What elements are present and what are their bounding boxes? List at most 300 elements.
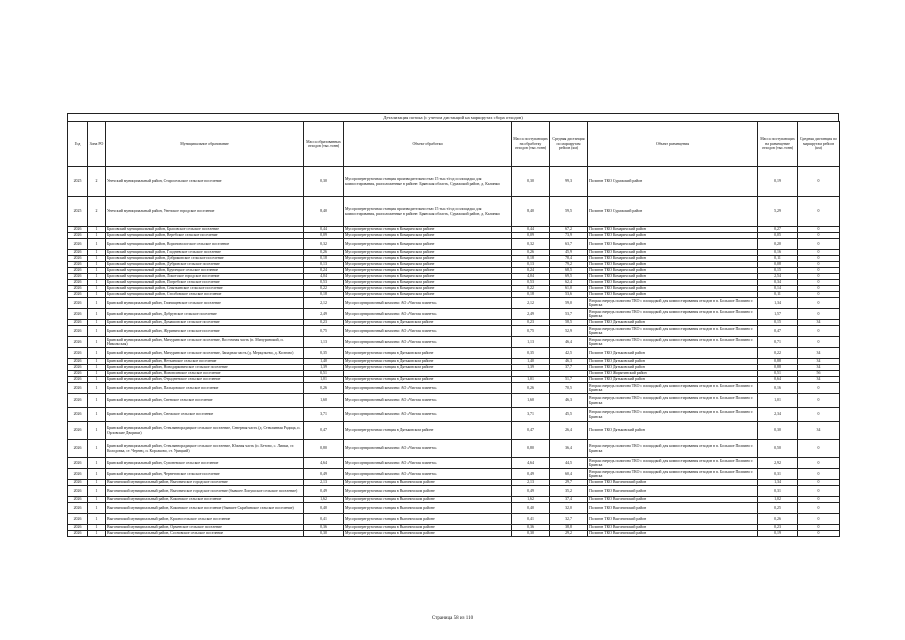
cell-municipality: Брасовский муниципальный район, Веребское сельское поселение [106, 233, 304, 239]
cell-year: 2026 [68, 227, 88, 233]
table-row [68, 348, 840, 359]
cell-distance-processing: 70,5 [550, 383, 588, 394]
cell-mass-to-processing: 0,09 [512, 233, 550, 239]
cell-distance-processing: 51,7 [550, 377, 588, 383]
cell-mass-generated: 0,23 [304, 320, 344, 326]
cell-municipality: Выгоничский муниципальный район, Орменское сельское поселение [106, 525, 304, 531]
cell-mass-to-processing: 0,22 [512, 286, 550, 292]
cell-distance-disposal: 0 [798, 262, 840, 268]
cell-mass-to-processing: 0,53 [512, 280, 550, 286]
cell-mass-generated: 1,13 [304, 337, 344, 348]
cell-processing-object: Мусороперегрузочная станция в Комаричском районе [344, 268, 512, 274]
cell-mass-to-disposal: 0,88 [758, 365, 798, 371]
cell-distance-disposal: 0 [798, 292, 840, 298]
cell-mass-generated: 2,49 [304, 309, 344, 320]
cell-disposal-object: Полигон ТКО Комаричский район [588, 286, 758, 292]
cell-municipality: Брасовский муниципальный район, Добриковское сельское поселение [106, 256, 304, 262]
cell-mass-to-disposal: 0,26 [758, 514, 798, 525]
header-processing-object: Объект обработки [344, 122, 512, 167]
cell-disposal-object: Вторая очередь полигона ТКО с площадкой для компостирования отходов в п. Большое Полпино г. Брянска [588, 326, 758, 337]
cell-mass-generated: 3,71 [304, 408, 344, 422]
cell-zone: 1 [88, 239, 106, 250]
cell-mass-to-disposal: 0,64 [758, 377, 798, 383]
cell-municipality: Выгоничский муниципальный район, Сосновское сельское поселение [106, 531, 304, 537]
cell-processing-object: Мусороперегрузочная станция в Комаричском районе [344, 233, 512, 239]
cell-mass-to-processing: 0,24 [512, 268, 550, 274]
cell-distance-disposal: 34 [798, 359, 840, 365]
cell-zone: 1 [88, 309, 106, 320]
cell-disposal-object: Вторая очередь полигона ТКО с площадкой для компостирования отходов в п. Большое Полпино г. Брянска [588, 298, 758, 309]
cell-mass-generated: 0,35 [304, 348, 344, 359]
cell-municipality: Выгоничский муниципальный район, Кокинское сельское поселение [106, 497, 304, 503]
cell-year: 2026 [68, 440, 88, 458]
cell-year: 2026 [68, 497, 88, 503]
cell-municipality: Брасовский муниципальный район, Вороновологское сельское поселение [106, 239, 304, 250]
cell-processing-object: Мусороперегрузочная станция в Дятьковском районе [344, 359, 512, 365]
cell-processing-object: Мусороперегрузочная станция в Комаричском районе [344, 286, 512, 292]
cell-mass-to-disposal: 0,51 [758, 371, 798, 377]
cell-disposal-object: Полигон ТКО Выгоничский район [588, 486, 758, 497]
cell-disposal-object: Полигон ТКО Дятьковский район [588, 365, 758, 371]
cell-mass-generated: 4,64 [304, 458, 344, 469]
cell-mass-to-processing: 4,64 [512, 458, 550, 469]
header-year: Год [68, 122, 88, 167]
cell-municipality: Брянский муниципальный район, Стекляннорадицкое сельское поселение, Северная часть (д. Стеклянная Радица, п. Орловские Дворики) [106, 422, 304, 440]
cell-distance-processing: 79,2 [550, 262, 588, 268]
cell-distance-processing: 53,6 [550, 292, 588, 298]
cell-mass-to-disposal: 0,23 [758, 525, 798, 531]
cell-distance-disposal: 0 [798, 197, 840, 227]
cell-mass-to-disposal: 0,88 [758, 359, 798, 365]
cell-year: 2026 [68, 298, 88, 309]
document-sheet [67, 113, 839, 537]
cell-distance-processing: 67,2 [550, 227, 588, 233]
cell-zone: 1 [88, 408, 106, 422]
cell-processing-object: Мусороперегрузочная станция в Дятьковском районе [344, 377, 512, 383]
cell-distance-disposal: 34 [798, 365, 840, 371]
cell-mass-to-disposal: 0,15 [758, 320, 798, 326]
cell-zone: 1 [88, 348, 106, 359]
cell-mass-generated: 0,36 [304, 525, 344, 531]
table-row [68, 309, 840, 320]
cell-distance-disposal: 34 [798, 377, 840, 383]
cell-year: 2026 [68, 309, 88, 320]
table-row [68, 458, 840, 469]
cell-year: 2026 [68, 292, 88, 298]
table-row [68, 469, 840, 480]
table-row [68, 486, 840, 497]
cell-disposal-object: Полигон ТКО Дятьковский район [588, 422, 758, 440]
cell-municipality: Выгоничский муниципальный район, Выгоничское городское поселение [106, 480, 304, 486]
cell-processing-object: Мусоросортировочный комплекс АО «Чистая планета» [344, 440, 512, 458]
cell-mass-to-processing: 0,49 [512, 469, 550, 480]
cell-processing-object: Мусороперегрузочная станция в Комаричском районе [344, 250, 512, 256]
table-row [68, 422, 840, 440]
cell-distance-processing: 52,9 [550, 326, 588, 337]
cell-processing-object: Мусороперегрузочная станция в Выгоничском районе [344, 503, 512, 514]
table-row [68, 298, 840, 309]
cell-mass-generated: 1,40 [304, 359, 344, 365]
cell-zone: 1 [88, 503, 106, 514]
cell-distance-disposal: 0 [798, 469, 840, 480]
cell-processing-object: Мусороперегрузочная станция в Комаричском районе [344, 292, 512, 298]
cell-municipality: Унечский муниципальный район, Унечское городское поселение [106, 197, 304, 227]
cell-zone: 1 [88, 497, 106, 503]
cell-distance-disposal: 0 [798, 233, 840, 239]
cell-mass-to-processing: 1,40 [512, 359, 550, 365]
cell-mass-generated: 1,01 [304, 377, 344, 383]
header-zone: Зона РО [88, 122, 106, 167]
cell-distance-disposal: 0 [798, 268, 840, 274]
cell-zone: 1 [88, 337, 106, 348]
cell-zone: 1 [88, 227, 106, 233]
cell-mass-generated: 0,30 [304, 167, 344, 197]
cell-mass-to-disposal: 0,71 [758, 337, 798, 348]
cell-processing-object: Мусороперегрузочная станция в Дятьковском районе [344, 365, 512, 371]
cell-distance-disposal: 0 [798, 525, 840, 531]
cell-mass-to-disposal: 5,29 [758, 197, 798, 227]
cell-distance-processing: 61,0 [550, 286, 588, 292]
cell-distance-processing: 32,0 [550, 503, 588, 514]
cell-disposal-object: Полигон ТКО Комаричский район [588, 233, 758, 239]
cell-mass-generated: 0,49 [304, 486, 344, 497]
cell-mass-to-processing: 0,26 [512, 250, 550, 256]
cell-disposal-object: Полигон ТКО Суражский район [588, 167, 758, 197]
cell-processing-object: Мусоросортировочный комплекс АО «Чистая планета» [344, 337, 512, 348]
cell-processing-object: Мусороперегрузочная станция в Выгоничском районе [344, 480, 512, 486]
cell-year: 2026 [68, 486, 88, 497]
cell-year: 2026 [68, 514, 88, 525]
cell-distance-disposal: 0 [798, 250, 840, 256]
cell-mass-to-processing: 8,40 [512, 197, 550, 227]
cell-mass-to-disposal: 1,01 [758, 394, 798, 408]
cell-zone: 1 [88, 514, 106, 525]
cell-zone: 1 [88, 531, 106, 537]
cell-disposal-object: Полигон ТКО Суражский район [588, 197, 758, 227]
cell-distance-processing: 99,3 [550, 167, 588, 197]
cell-mass-to-disposal: 0,14 [758, 286, 798, 292]
cell-distance-processing: 68,5 [550, 268, 588, 274]
cell-mass-generated: 2,12 [304, 298, 344, 309]
cell-processing-object: Мусороперегрузочная станция в Выгоничском районе [344, 497, 512, 503]
cell-mass-to-processing: 2,12 [512, 298, 550, 309]
cell-year: 2026 [68, 394, 88, 408]
cell-distance-disposal: 0 [798, 227, 840, 233]
table-row [68, 383, 840, 394]
cell-distance-processing: 29,2 [550, 531, 588, 537]
cell-processing-object: Мусороперегрузочная станция в Комаричском районе [344, 280, 512, 286]
cell-municipality: Брасовский муниципальный район, Глодневское сельское поселение [106, 250, 304, 256]
cell-distance-disposal: 0 [798, 274, 840, 280]
cell-disposal-object: Полигон ТКО Комаричский район [588, 250, 758, 256]
cell-municipality: Выгоничский муниципальный район, Красносельское сельское поселение [106, 514, 304, 525]
cell-distance-disposal: 0 [798, 280, 840, 286]
cell-zone: 1 [88, 292, 106, 298]
cell-mass-to-processing: 1,01 [512, 377, 550, 383]
cell-mass-generated: 0,53 [304, 280, 344, 286]
cell-zone: 1 [88, 250, 106, 256]
cell-processing-object: Мусороперегрузочная станция в Комаричском районе [344, 256, 512, 262]
cell-mass-generated: 2,13 [304, 480, 344, 486]
cell-mass-generated: 0,49 [304, 469, 344, 480]
cell-mass-generated: 0,18 [304, 256, 344, 262]
cell-disposal-object: Полигон ТКО Выгоничский район [588, 525, 758, 531]
cell-processing-object: Мусороперегрузочная станция производительностью 15 тыс.т/год и площадка для компостирования, расположенные в районе: Брянская область, Суражский район, д. Калинки [344, 197, 512, 227]
cell-year: 2026 [68, 286, 88, 292]
cell-year: 2026 [68, 503, 88, 514]
cell-disposal-object: Полигон ТКО Выгоничский район [588, 503, 758, 514]
table-row [68, 167, 840, 197]
cell-zone: 1 [88, 469, 106, 480]
cell-municipality: Брянский муниципальный район, Домашовское сельское поселение [106, 320, 304, 326]
cell-processing-object: Мусороперегрузочная станция в Дятьковском районе [344, 348, 512, 359]
table-row [68, 503, 840, 514]
cell-year: 2026 [68, 268, 88, 274]
cell-mass-generated: 8,40 [304, 197, 344, 227]
cell-distance-disposal: 0 [798, 239, 840, 250]
cell-mass-to-disposal: 0,08 [758, 262, 798, 268]
cell-distance-disposal: 0 [798, 531, 840, 537]
cell-disposal-object: Полигон ТКО Выгоничский район [588, 480, 758, 486]
cell-mass-generated: 1,60 [304, 394, 344, 408]
cell-mass-to-processing: 1,13 [512, 337, 550, 348]
cell-municipality: Брасовский муниципальный район, Погребское сельское поселение [106, 280, 304, 286]
cell-zone: 1 [88, 486, 106, 497]
cell-mass-generated: 0,24 [304, 268, 344, 274]
cell-zone: 1 [88, 480, 106, 486]
cell-zone: 1 [88, 280, 106, 286]
cell-zone: 2 [88, 197, 106, 227]
cell-distance-disposal: 0 [798, 486, 840, 497]
cell-disposal-object: Полигон ТКО Жирятинский район [588, 371, 758, 377]
cell-mass-to-disposal: 2,92 [758, 458, 798, 469]
cell-mass-to-processing: 0,41 [512, 514, 550, 525]
header-mass-to-disposal: Масса поступающих на размещение отходов (тыс.тонн) [758, 122, 798, 167]
cell-distance-processing: 59,5 [550, 197, 588, 227]
cell-zone: 1 [88, 256, 106, 262]
header-disposal-object: Объект размещения [588, 122, 758, 167]
cell-distance-disposal: 0 [798, 256, 840, 262]
cell-mass-to-processing: 0,30 [512, 531, 550, 537]
cell-mass-generated: 0,18 [304, 292, 344, 298]
cell-distance-disposal: 56 [798, 371, 840, 377]
cell-municipality: Брянский муниципальный район, Стекляннорадицкое сельское поселение, Южная часть (п. Бетово, с. Липки, ст. Колодовка, ст. Чернец, п. Корсаково, ст. Урицкий) [106, 440, 304, 458]
cell-zone: 1 [88, 377, 106, 383]
cell-zone: 2 [88, 167, 106, 197]
cell-mass-generated: 1,39 [304, 365, 344, 371]
cell-municipality: Выгоничский муниципальный район, Выгоничское городское поселение (бывшее Лопушское сельское поселение) [106, 486, 304, 497]
cell-distance-disposal: 34 [798, 320, 840, 326]
table-header-row [68, 122, 840, 167]
cell-distance-disposal: 0 [798, 286, 840, 292]
cell-distance-disposal: 0 [798, 383, 840, 394]
cell-zone: 1 [88, 365, 106, 371]
cell-zone: 1 [88, 233, 106, 239]
table-row [68, 197, 840, 227]
table-row [68, 337, 840, 348]
cell-mass-to-processing: 0,13 [512, 262, 550, 268]
cell-disposal-object: Полигон ТКО Дятьковский район [588, 359, 758, 365]
cell-zone: 1 [88, 371, 106, 377]
cell-disposal-object: Вторая очередь полигона ТКО с площадкой для компостирования отходов в п. Большое Полпино г. Брянска [588, 383, 758, 394]
table-title: Детализация потока (с учетом дистанций на маршрутах сбора отходов) [67, 113, 839, 121]
cell-disposal-object: Полигон ТКО Комаричский район [588, 239, 758, 250]
cell-mass-to-processing: 0,26 [512, 383, 550, 394]
cell-mass-to-processing: 0,49 [512, 486, 550, 497]
cell-distance-processing: 36,4 [550, 440, 588, 458]
table-row [68, 408, 840, 422]
cell-distance-processing: 62,4 [550, 280, 588, 286]
cell-mass-to-processing: 0,44 [512, 227, 550, 233]
cell-processing-object: Мусороперегрузочная станция в Выгоничском районе [344, 514, 512, 525]
cell-municipality: Брянский муниципальный район, Мичуринское сельское поселение, Восточная часть (п. Мичуринский, п. Никольская) [106, 337, 304, 348]
cell-disposal-object: Полигон ТКО Выгоничский район [588, 497, 758, 503]
cell-year: 2026 [68, 365, 88, 371]
cell-mass-generated: 0,26 [304, 383, 344, 394]
cell-mass-to-disposal: 0,20 [758, 239, 798, 250]
cell-year: 2026 [68, 525, 88, 531]
cell-municipality: Брасовский муниципальный район, Сныткинское сельское поселение [106, 286, 304, 292]
cell-mass-to-processing: 0,75 [512, 326, 550, 337]
cell-year: 2026 [68, 320, 88, 326]
cell-distance-processing: 26,4 [550, 422, 588, 440]
cell-distance-processing: 78,4 [550, 256, 588, 262]
cell-zone: 1 [88, 298, 106, 309]
cell-municipality: Брянский муниципальный район, Супоневское сельское поселение [106, 458, 304, 469]
cell-distance-disposal: 0 [798, 167, 840, 197]
cell-distance-processing: 46,3 [550, 394, 588, 408]
cell-mass-to-disposal: 0,30 [758, 422, 798, 440]
cell-year: 2026 [68, 458, 88, 469]
cell-mass-to-disposal: 0,50 [758, 440, 798, 458]
cell-disposal-object: Вторая очередь полигона ТКО с площадкой для компостирования отходов в п. Большое Полпино г. Брянска [588, 408, 758, 422]
cell-zone: 1 [88, 286, 106, 292]
cell-year: 2026 [68, 422, 88, 440]
cell-mass-to-disposal: 0,22 [758, 348, 798, 359]
cell-processing-object: Мусоросортировочный комплекс АО «Чистая планета» [344, 458, 512, 469]
cell-zone: 1 [88, 394, 106, 408]
cell-year: 2026 [68, 348, 88, 359]
cell-mass-to-processing: 3,71 [512, 408, 550, 422]
cell-mass-to-processing: 0,23 [512, 320, 550, 326]
cell-distance-processing: 45,9 [550, 250, 588, 256]
cell-processing-object: Мусоросортировочный комплекс АО «Чистая планета» [344, 383, 512, 394]
cell-mass-generated: 0,32 [304, 239, 344, 250]
cell-disposal-object: Полигон ТКО Комаричский район [588, 280, 758, 286]
cell-distance-disposal: 0 [798, 497, 840, 503]
cell-mass-generated: 0,09 [304, 233, 344, 239]
cell-processing-object: Мусороперегрузочная станция в Дятьковском районе [344, 422, 512, 440]
table-row [68, 440, 840, 458]
cell-distance-processing: 53,7 [550, 309, 588, 320]
cell-distance-disposal: 0 [798, 326, 840, 337]
cell-distance-processing: 37,7 [550, 365, 588, 371]
cell-mass-to-disposal: 0,19 [758, 531, 798, 537]
cell-mass-generated: 0,22 [304, 286, 344, 292]
cell-processing-object: Мусоросортировочный комплекс АО «Чистая планета» [344, 408, 512, 422]
table-row [68, 514, 840, 525]
cell-processing-object: Мусороперегрузочная станция в Выгоничском районе [344, 531, 512, 537]
cell-distance-processing: 46,3 [550, 359, 588, 365]
cell-zone: 1 [88, 320, 106, 326]
cell-distance-disposal: 0 [798, 440, 840, 458]
cell-mass-to-disposal: 0,47 [758, 326, 798, 337]
cell-mass-to-disposal: 0,16 [758, 383, 798, 394]
cell-distance-processing: 44,5 [550, 458, 588, 469]
cell-mass-generated: 0,30 [304, 531, 344, 537]
cell-mass-to-disposal: 2,34 [758, 408, 798, 422]
cell-distance-disposal: 0 [798, 337, 840, 348]
cell-disposal-object: Вторая очередь полигона ТКО с площадкой для компостирования отходов в п. Большое Полпино г. Брянска [588, 309, 758, 320]
table-row [68, 326, 840, 337]
cell-processing-object: Мусоросортировочный комплекс АО «Чистая планета» [344, 394, 512, 408]
cell-processing-object: Мусоросортировочный комплекс АО «Чистая планета» [344, 326, 512, 337]
cell-year: 2026 [68, 280, 88, 286]
table-body [68, 167, 840, 537]
cell-disposal-object: Полигон ТКО Выгоничский район [588, 531, 758, 537]
cell-municipality: Унечский муниципальный район, Старосельское сельское поселение [106, 167, 304, 197]
cell-mass-generated: 1,62 [304, 497, 344, 503]
cell-year: 2026 [68, 531, 88, 537]
cell-mass-to-processing: 0,30 [512, 167, 550, 197]
cell-disposal-object: Полигон ТКО Выгоничский район [588, 514, 758, 525]
cell-disposal-object: Полигон ТКО Комаричский район [588, 227, 758, 233]
cell-processing-object: Мусороперегрузочная станция в Комаричском районе [344, 262, 512, 268]
cell-mass-to-processing: 1,62 [512, 497, 550, 503]
cell-distance-processing: 42,5 [550, 348, 588, 359]
cell-municipality: Выгоничский муниципальный район, Кокинское сельское поселение (бывшее Скрябинское сельское поселение) [106, 503, 304, 514]
cell-disposal-object: Полигон ТКО Комаричский район [588, 268, 758, 274]
cell-processing-object: Мусоросортировочный комплекс АО «Чистая планета» [344, 309, 512, 320]
cell-mass-to-processing: 2,13 [512, 480, 550, 486]
cell-year: 2026 [68, 480, 88, 486]
cell-year: 2026 [68, 274, 88, 280]
header-mass-generated: Масса образованных отходов (тыс.тонн) [304, 122, 344, 167]
cell-mass-to-processing: 4,04 [512, 274, 550, 280]
cell-distance-processing: 63,7 [550, 239, 588, 250]
cell-mass-to-processing: 0,47 [512, 422, 550, 440]
cell-distance-disposal: 0 [798, 514, 840, 525]
cell-municipality: Брянский муниципальный район, Чернетовское сельское поселение [106, 469, 304, 480]
cell-year: 2026 [68, 377, 88, 383]
cell-year: 2026 [68, 239, 88, 250]
cell-mass-to-disposal: 0,19 [758, 167, 798, 197]
cell-municipality: Брянский муниципальный район, Добрунское сельское поселение [106, 309, 304, 320]
cell-municipality: Брянский муниципальный район, Отрадненское сельское поселение [106, 377, 304, 383]
cell-municipality: Брасовский муниципальный район, Столбовское сельское поселение [106, 292, 304, 298]
cell-municipality: Брянский муниципальный район, Мичуринское сельское поселение, Западная часть (д. Меркульево, д. Колтово) [106, 348, 304, 359]
table-row [68, 531, 840, 537]
cell-mass-generated: 0,75 [304, 326, 344, 337]
cell-mass-to-processing: 0,80 [512, 440, 550, 458]
cell-disposal-object: Полигон ТКО Дятьковский район [588, 377, 758, 383]
cell-distance-disposal: 0 [798, 394, 840, 408]
cell-distance-processing: 37,4 [550, 497, 588, 503]
header-municipality: Муниципальное образование [106, 122, 304, 167]
cell-distance-disposal: 0 [798, 480, 840, 486]
cell-mass-to-disposal: 0,27 [758, 227, 798, 233]
cell-mass-to-disposal: 1,57 [758, 309, 798, 320]
cell-processing-object: Мусоросортировочный комплекс АО «Чистая планета» [344, 469, 512, 480]
cell-zone: 1 [88, 525, 106, 531]
cell-mass-to-processing: 0,40 [512, 503, 550, 514]
cell-distance-disposal: 0 [798, 408, 840, 422]
cell-processing-object: Мусоросортировочный комплекс АО «Чистая планета» [344, 298, 512, 309]
cell-zone: 1 [88, 268, 106, 274]
cell-disposal-object: Вторая очередь полигона ТКО с площадкой для компостирования отходов в п. Большое Полпино г. Брянска [588, 458, 758, 469]
cell-mass-to-disposal: 0,15 [758, 268, 798, 274]
cell-year: 2026 [68, 326, 88, 337]
